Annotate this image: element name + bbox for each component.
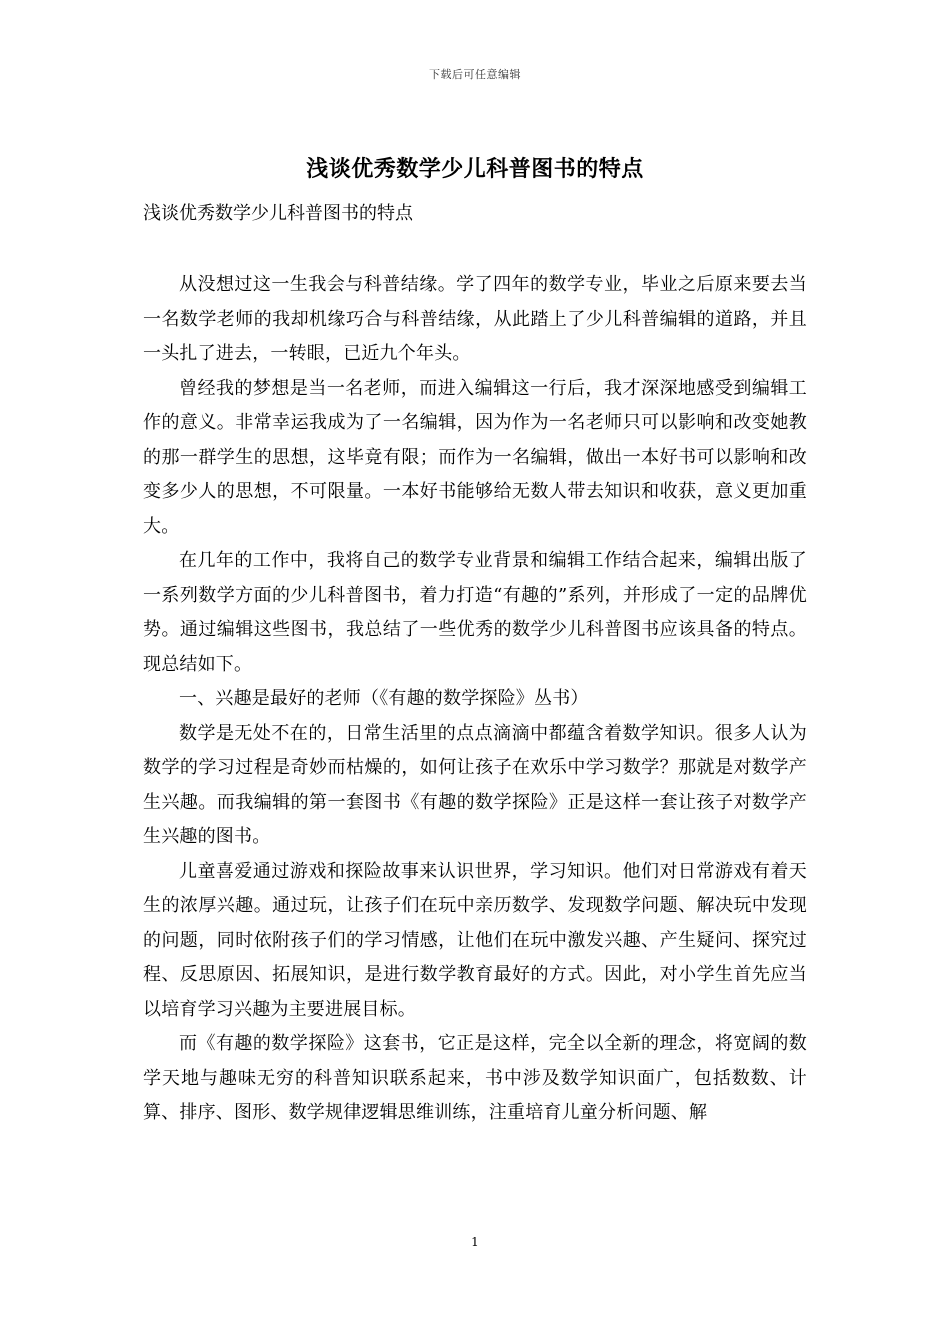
paragraph: 数学是无处不在的，日常生活里的点点滴滴中都蕴含着数学知识。很多人认为数学的学习过程是奇妙而枯燥的，如何让孩子在欢乐中学习数学？那就是对数学产生兴趣。而我编辑的第一套图书《有趣的数学探险》正是这样一套让孩子对数学产生兴趣的图书。 [143, 722, 807, 847]
paragraph: 儿童喜爱通过游戏和探险故事来认识世界，学习知识。他们对日常游戏有着天生的浓厚兴趣。通过玩，让孩子们在玩中亲历数学、发现数学问题、解决玩中发现的问题，同时依附孩子们的学习情感，让他们在玩中激发兴趣、产生疑问、探究过程、反思原因、拓展知识，是进行数学教育最好的方式。因此，对小学生首先应当以培育学习兴趣为主要进展目标。 [143, 860, 807, 1020]
section-heading: 一、兴趣是最好的老师（《有趣的数学探险》丛书） [179, 688, 589, 709]
paragraph: 曾经我的梦想是当一名老师，而进入编辑这一行后，我才深深地感受到编辑工作的意义。非常幸运我成为了一名编辑，因为作为一名老师只可以影响和改变她教的那一群学生的思想，这毕竟有限；而作为一名编辑，做出一本好书可以影响和改变多少人的思想，不可限量。一本好书能够给无数人带去知识和收获，意义更加重大。 [143, 377, 807, 537]
paragraph: 在几年的工作中，我将自己的数学专业背景和编辑工作结合起来，编辑出版了一系列数学方面的少儿科普图书，着力打造“有趣的”系列，并形成了一定的品牌优势。通过编辑这些图书，我总结了一些优秀的数学少儿科普图书应该具备的特点。现总结如下。 [143, 550, 807, 675]
page-number: 1 [471, 1235, 479, 1249]
header-note: 下载后可任意编辑 [429, 68, 521, 81]
page-subtitle: 浅谈优秀数学少儿科普图书的特点 [143, 203, 413, 224]
paragraph: 从没想过这一生我会与科普结缘。学了四年的数学专业，毕业之后原来要去当一名数学老师的我却机缘巧合与科普结缘，从此踏上了少儿科普编辑的道路，并且一头扎了进去，一转眼，已近九个年头。 [143, 274, 807, 364]
body-text [143, 268, 807, 1131]
paragraph: 而《有趣的数学探险》这套书，它正是这样，完全以全新的理念，将宽阔的数学天地与趣味无穷的科普知识联系起来，书中涉及数学知识面广，包括数数、计算、排序、图形、数学规律逻辑思维训练，注重培育儿童分析问题、解 [143, 1033, 807, 1123]
page-title: 浅谈优秀数学少儿科普图书的特点 [306, 156, 644, 182]
